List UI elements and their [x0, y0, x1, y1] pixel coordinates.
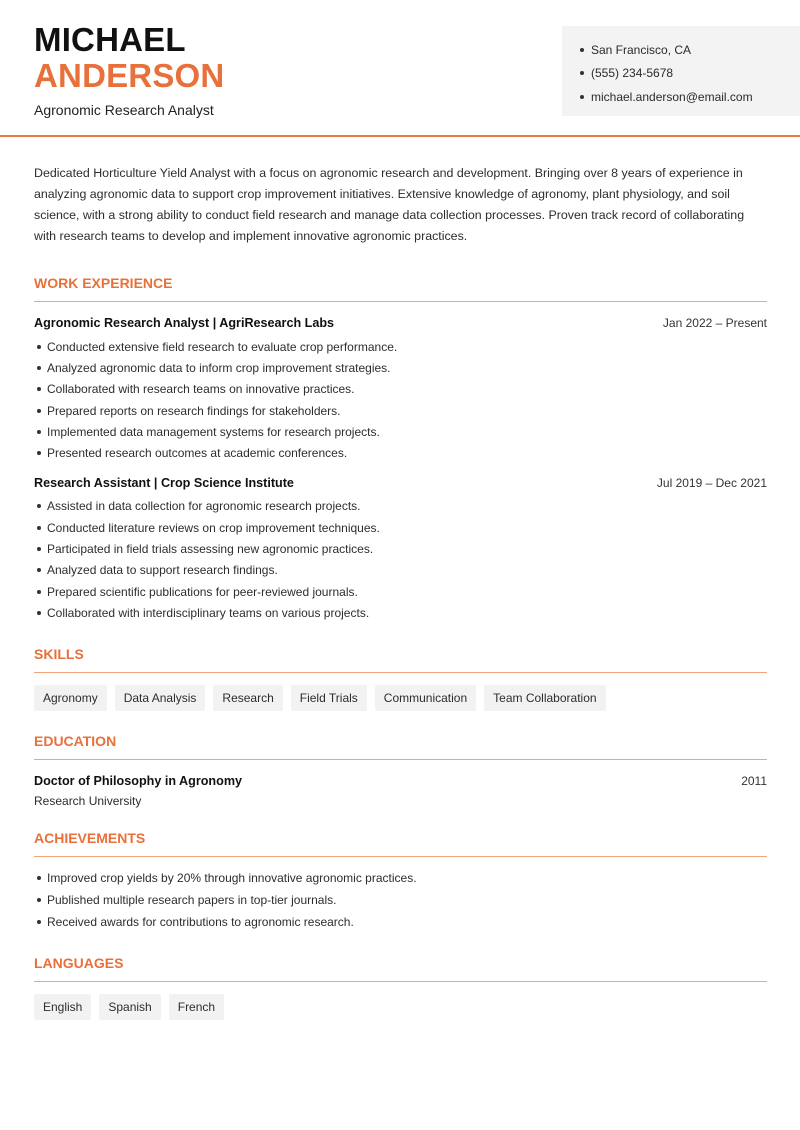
education-degree: Doctor of Philosophy in Agronomy [34, 773, 243, 788]
bullet-text: Implemented data management systems for research projects. [47, 424, 380, 439]
section-title-education: EDUCATION [34, 733, 767, 760]
skill-chip: Agronomy [34, 685, 107, 711]
bullet-icon [37, 504, 41, 508]
bullet-icon [37, 876, 41, 880]
list-item [34, 867, 767, 889]
bullet-text: Prepared reports on research findings for stakeholders. [47, 403, 341, 418]
achievements-list [34, 867, 767, 934]
bullet-icon [37, 611, 41, 615]
bullet-text: Collaborated with research teams on innovative practices. [47, 382, 355, 397]
list-item [34, 560, 767, 581]
bullet-icon [37, 345, 41, 349]
email-text: michael.anderson@email.com [591, 89, 753, 104]
job-dates: Jan 2022 – Present [662, 316, 767, 330]
language-chip: Spanish [99, 994, 160, 1020]
name-block [34, 22, 224, 118]
languages-list [34, 994, 767, 1020]
resume-header [0, 0, 800, 137]
summary: Dedicated Horticulture Yield Analyst with a focus on agronomic research and development. Bringing over 8 years of experience in analyzing agronomic data to support crop improvement initiatives. Extensive knowledge of agronomy, plant physiology, and soil science, with a strong ability to conduct field research and manage data collection processes. Proven track record of collaborating with research teams to develop and implement innovative agronomic practices. [34, 166, 745, 243]
list-item [34, 496, 767, 517]
list-item [34, 602, 767, 623]
list-item [34, 442, 767, 463]
list-item [34, 421, 767, 442]
education-entry [34, 774, 767, 808]
list-item [34, 911, 767, 933]
first-name: MICHAEL [34, 21, 186, 58]
last-name: ANDERSON [34, 57, 225, 94]
bullet-text: Assisted in data collection for agronomic research projects. [47, 499, 361, 514]
bullet-icon [37, 590, 41, 594]
list-item [34, 357, 767, 378]
skill-chip: Research [213, 685, 282, 711]
list-item [34, 400, 767, 421]
skill-chip: Team Collaboration [484, 685, 605, 711]
contact-email [580, 85, 800, 109]
bullet-icon [37, 547, 41, 551]
job-dates: Jul 2019 – Dec 2021 [656, 475, 767, 490]
bullet-icon [37, 898, 41, 902]
education-year: 2011 [741, 773, 767, 788]
job-bullets [34, 336, 767, 464]
bullet-icon [37, 366, 41, 370]
resume-content [34, 163, 767, 1020]
bullet-text: Presented research outcomes at academic conferences. [47, 446, 348, 461]
list-item [34, 379, 767, 400]
education-header [34, 774, 767, 788]
bullet-text: Collaborated with interdisciplinary teams on various projects. [47, 605, 370, 620]
bullet-text: Analyzed data to support research findings. [47, 563, 278, 578]
job-bullets [34, 496, 767, 624]
section-title-work: WORK EXPERIENCE [34, 275, 767, 302]
language-chip: French [169, 994, 224, 1020]
bullet-icon [37, 387, 41, 391]
language-chip: English [34, 994, 91, 1020]
section-title-achievements: ACHIEVEMENTS [34, 830, 767, 857]
bullet-icon [580, 48, 584, 52]
list-item [34, 538, 767, 559]
list-item [34, 581, 767, 602]
bullet-text: Conducted extensive field research to evaluate crop performance. [47, 339, 398, 354]
bullet-text: Improved crop yields by 20% through innovative agronomic practices. [47, 870, 417, 885]
list-item [34, 889, 767, 911]
skill-chip: Communication [375, 685, 476, 711]
location-text: San Francisco, CA [591, 42, 692, 57]
bullet-icon [580, 95, 584, 99]
list-item [34, 517, 767, 538]
bullet-icon [37, 568, 41, 572]
bullet-text: Analyzed agronomic data to inform crop improvement strategies. [47, 360, 391, 375]
bullet-icon [37, 430, 41, 434]
job-header [34, 476, 767, 490]
bullet-icon [37, 451, 41, 455]
bullet-text: Published multiple research papers in top-tier journals. [47, 893, 337, 907]
bullet-text: Received awards for contributions to agronomic research. [47, 915, 354, 930]
education-school: Research University [34, 793, 142, 808]
bullet-icon [37, 409, 41, 413]
contact-phone [580, 62, 800, 86]
skill-chip: Data Analysis [115, 685, 206, 711]
job-header [34, 316, 767, 330]
section-title-skills: SKILLS [34, 646, 767, 673]
job-title: Research Assistant | Crop Science Institute [34, 475, 294, 490]
job-title: Agronomic Research Analyst | AgriResearch Labs [34, 316, 335, 330]
section-title-languages: LANGUAGES [34, 955, 767, 982]
bullet-icon [37, 526, 41, 530]
bullet-text: Prepared scientific publications for peer-reviewed journals. [47, 584, 358, 599]
skill-chip: Field Trials [291, 685, 367, 711]
job-entry [34, 476, 767, 624]
job-entry [34, 316, 767, 464]
list-item [34, 336, 767, 357]
bullet-icon [37, 920, 41, 924]
contact-location [580, 38, 800, 62]
bullet-icon [580, 71, 584, 75]
job-role: Agronomic Research Analyst [34, 102, 214, 118]
phone-text: (555) 234-5678 [591, 66, 674, 81]
contact-box [562, 26, 800, 116]
skills-list [34, 685, 767, 711]
bullet-text: Conducted literature reviews on crop improvement techniques. [47, 520, 380, 535]
bullet-text: Participated in field trials assessing new agronomic practices. [47, 542, 374, 557]
